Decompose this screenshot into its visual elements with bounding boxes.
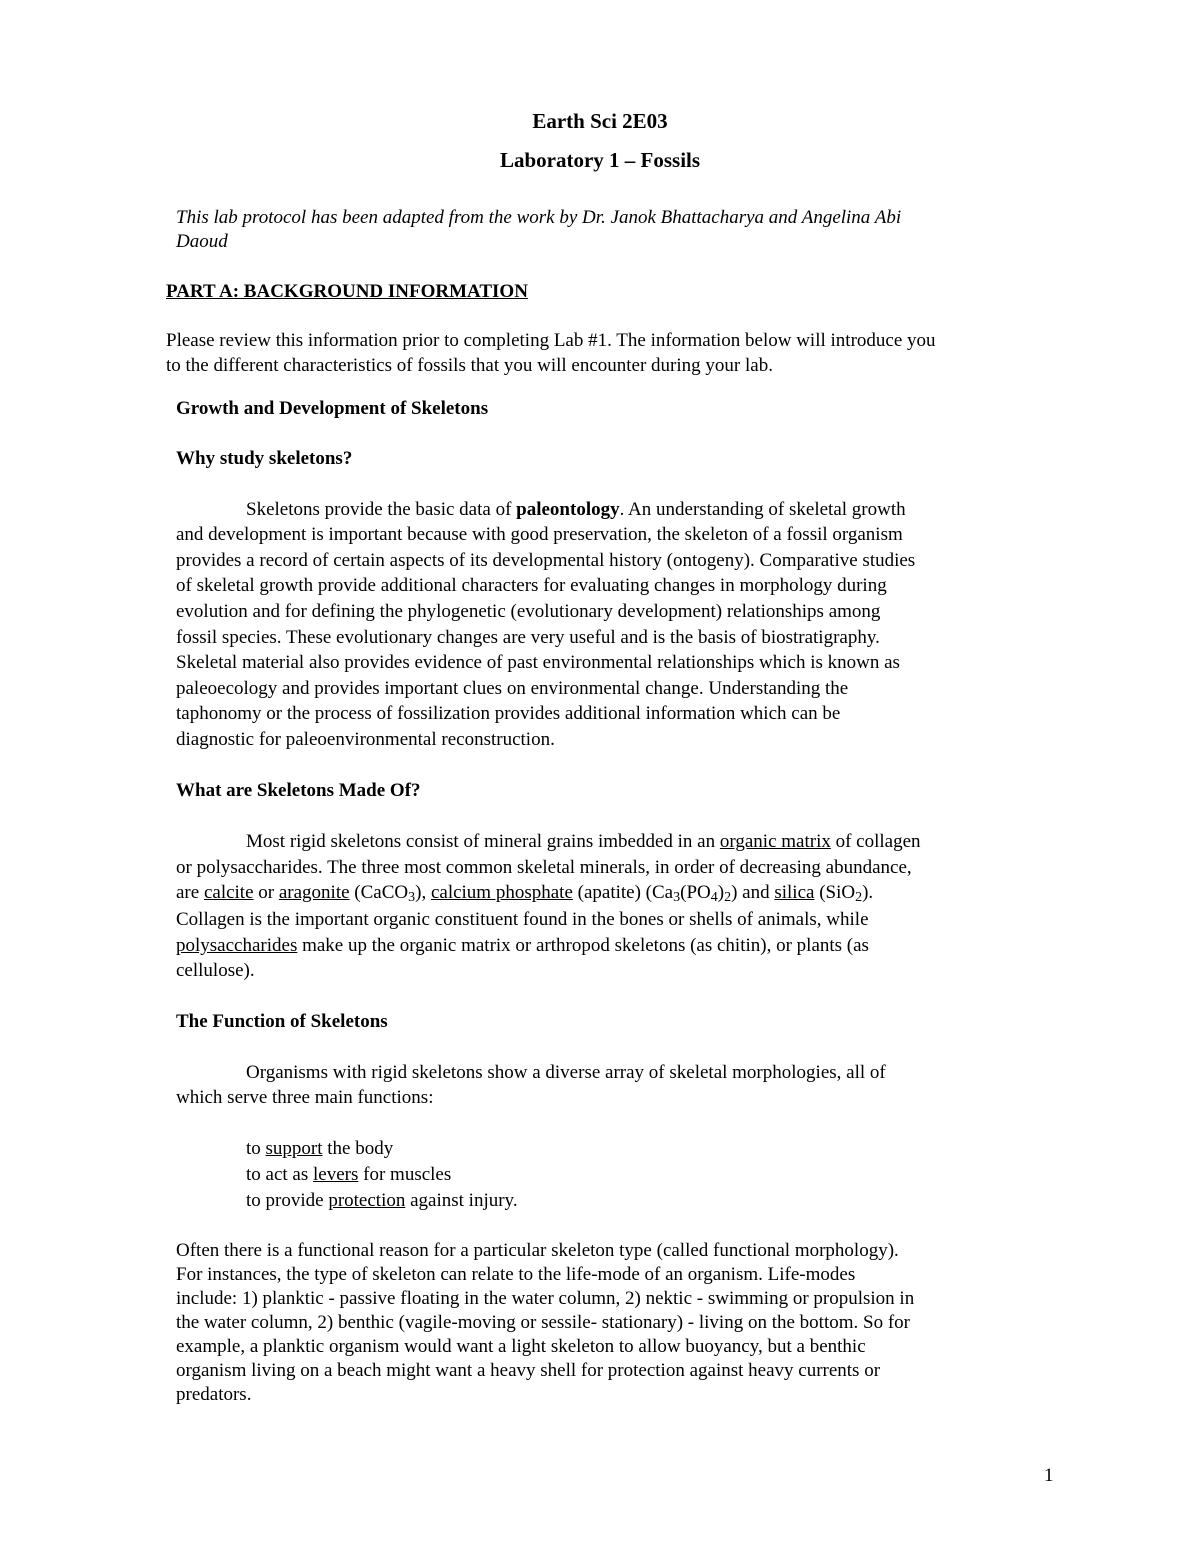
function-line-2: which serve three main functions: [176, 1087, 434, 1108]
function-list-item: to provide protection against injury. [246, 1190, 518, 1211]
why-paragraph-first-line: Skeletons provide the basic data of paleontology. An understanding of skeletal growth [246, 499, 906, 520]
function-heading: The Function of Skeletons [176, 1011, 388, 1032]
function-paragraph-line: organism living on a beach might want a heavy shell for protection against heavy currents or [176, 1360, 881, 1381]
course-title: Earth Sci 2E03 [532, 109, 668, 133]
page-number: 1 [1044, 1465, 1054, 1486]
function-paragraph-line: For instances, the type of skeleton can relate to the life-mode of an organism. Life-modes [176, 1264, 856, 1285]
why-line: fossil species. These evolutionary changes are very useful and is the basis of biostratigraphy. [176, 627, 880, 648]
made-of-line-1: Most rigid skeletons consist of mineral grains imbedded in an organic matrix of collagen [246, 831, 921, 852]
why-line: taphonomy or the process of fossilization provides additional information which can be [176, 703, 841, 724]
made-of-line-6: cellulose). [176, 960, 255, 981]
made-of-line-4: Collagen is the important organic constituent found in the bones or shells of animals, while [176, 909, 869, 930]
lab-title: Laboratory 1 – Fossils [499, 148, 701, 172]
part-a-heading: PART A: BACKGROUND INFORMATION [166, 281, 528, 302]
growth-heading: Growth and Development of Skeletons [176, 398, 489, 419]
function-list-item: to support the body [246, 1138, 394, 1159]
made-of-heading: What are Skeletons Made Of? [176, 780, 421, 801]
function-paragraph-line: example, a planktic organism would want a light skeleton to allow buoyancy, but a benthic [176, 1336, 866, 1357]
made-of-line-3: are calcite or aragonite (CaCO$_3$), calcium phosphate (apatite) $(Ca_3(PO_4)_2)$ and silica (SiO$_2$). [176, 882, 874, 905]
why-line: provides a record of certain aspects of its developmental history (ontogeny). Comparative studies [176, 550, 916, 571]
why-line: evolution and for defining the phylogenetic (evolutionary development) relationships among [176, 601, 881, 622]
function-paragraph-line: predators. [176, 1384, 252, 1405]
function-line-1: Organisms with rigid skeletons show a diverse array of skeletal morphologies, all of [246, 1062, 886, 1083]
why-line: paleoecology and provides important clues on environmental change. Understanding the [176, 678, 849, 699]
function-list-item: to act as levers for muscles [246, 1164, 452, 1185]
intro-line-1: Please review this information prior to completing Lab #1. The information below will introduce you [166, 330, 936, 351]
paleontology-term: paleontology [516, 499, 620, 520]
why-line: of skeletal growth provide additional characters for evaluating changes in morphology during [176, 575, 887, 596]
attribution-line-2: Daoud [176, 231, 228, 252]
why-line: and development is important because with good preservation, the skeleton of a fossil organism [176, 524, 903, 545]
function-paragraph-line: Often there is a functional reason for a particular skeleton type (called functional morphology). [176, 1240, 899, 1261]
why-line: diagnostic for paleoenvironmental reconstruction. [176, 729, 555, 750]
why-heading: Why study skeletons? [176, 448, 353, 469]
why-line: Skeletal material also provides evidence of past environmental relationships which is known as [176, 652, 900, 673]
function-paragraph-line: the water column, 2) benthic (vagile-moving or sessile- stationary) - living on the bottom. So for [176, 1312, 910, 1333]
function-paragraph-line: include: 1) planktic - passive floating in the water column, 2) nektic - swimming or propulsion in [176, 1288, 915, 1309]
intro-line-2: to the different characteristics of fossils that you will encounter during your lab. [166, 355, 773, 376]
made-of-line-5: polysaccharides make up the organic matrix or arthropod skeletons (as chitin), or plants (as [176, 935, 869, 956]
made-of-line-2: or polysaccharides. The three most common skeletal minerals, in order of decreasing abundance, [176, 857, 912, 878]
attribution-line-1: This lab protocol has been adapted from the work by Dr. Janok Bhattacharya and Angelina Abi [176, 207, 902, 228]
